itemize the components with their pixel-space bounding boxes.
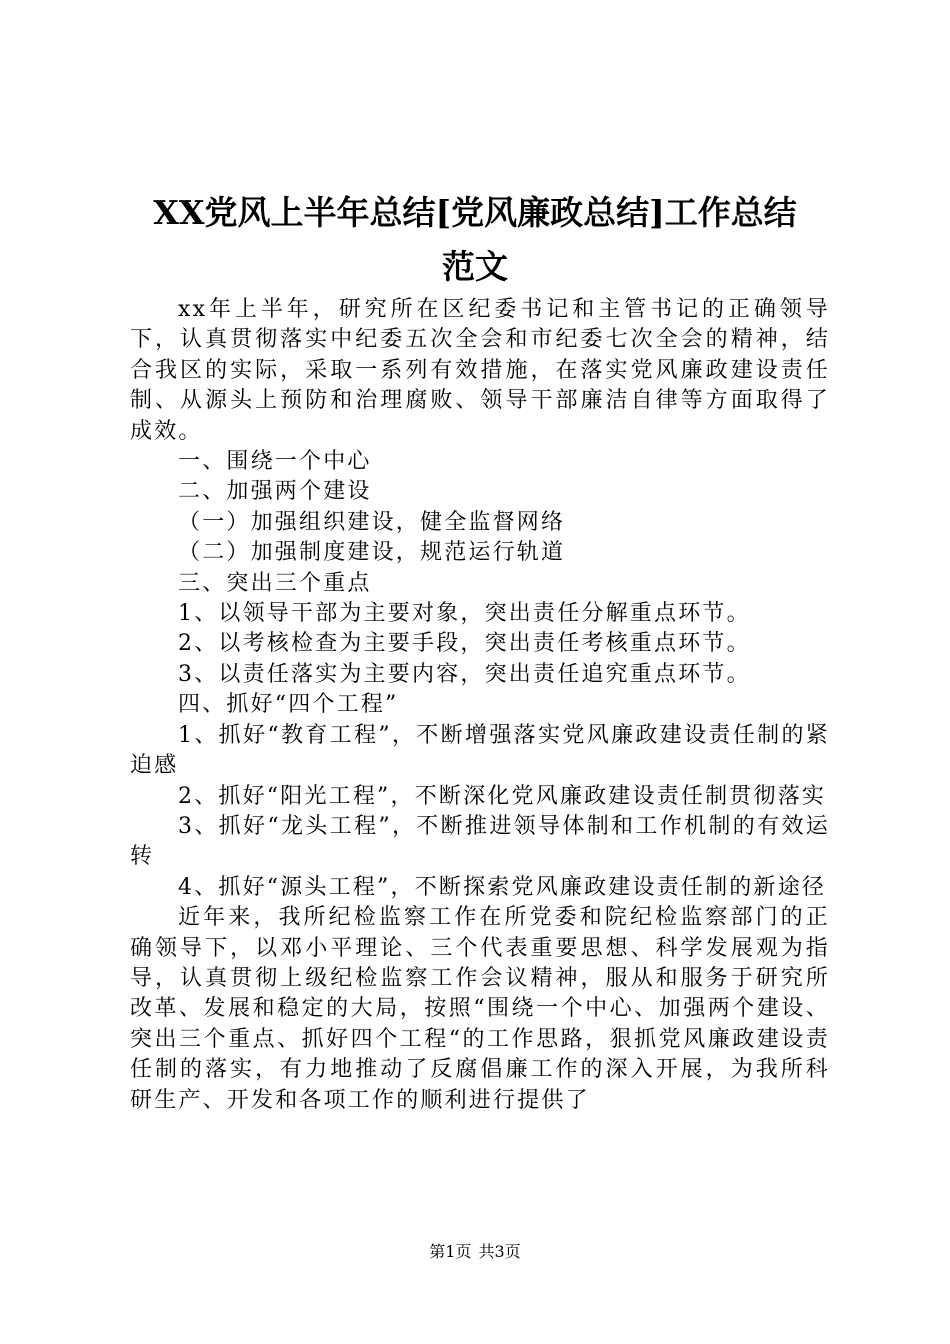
intro-paragraph: xx年上半年，研究所在区纪委书记和主管书记的正确领导下，认真贯彻落实中纪委五次全会和市纪委七次全会的精神，结合我区的实际，采取一系列有效措施，在落实党风廉政建设责任制、从源头上预防和治理腐败、领导干部廉洁自律等方面取得了成效。 bbox=[130, 297, 830, 444]
list-item: 1、以领导干部为主要对象，突出责任分解重点环节。 bbox=[178, 601, 751, 627]
list-item: 3、抓好“龙头工程”，不断推进领导体制和工作机制的有效运转 bbox=[130, 813, 830, 870]
document-title bbox=[130, 186, 820, 294]
list-item: 2、以考核检查为主要手段，突出责任考核重点环节。 bbox=[178, 631, 751, 657]
section-heading-1: 一、围绕一个中心 bbox=[178, 449, 372, 475]
subsection-2: （二）加强制度建设，规范运行轨道 bbox=[178, 540, 566, 566]
page-total: 共3页 bbox=[478, 1242, 521, 1261]
section-heading-4: 四、抓好“四个工程” bbox=[178, 692, 399, 718]
subsection-1: （一）加强组织建设，健全监督网络 bbox=[178, 509, 566, 535]
list-item: 3、以责任落实为主要内容，突出责任追究重点环节。 bbox=[178, 661, 751, 687]
list-item: 1、抓好“教育工程”，不断增强落实党风廉政建设责任制的紧迫感 bbox=[130, 722, 830, 779]
closing-paragraph: 近年来，我所纪检监察工作在所党委和院纪检监察部门的正确领导下，以邓小平理论、三个代表重要思想、科学发展观为指导，认真贯彻上级纪检监察工作会议精神，服从和服务于研究所改革、发展和稳定的大局，按照“围绕一个中心、加强两个建设、突出三个重点、抓好四个工程“的工作思路，狠抓党风廉政建设责任制的落实，有力地推动了反腐倡廉工作的深入开展，为我所科研生产、开发和各项工作的顺利进行提供了 bbox=[130, 905, 830, 1113]
page-number: 第1页 bbox=[429, 1242, 472, 1261]
list-item: 4、抓好“源头工程”，不断探索党风廉政建设责任制的新途径 bbox=[178, 874, 827, 900]
title-line-2: 范文 bbox=[442, 247, 508, 286]
section-heading-2: 二、加强两个建设 bbox=[178, 479, 372, 505]
document-body bbox=[130, 295, 830, 1116]
page-footer bbox=[0, 1240, 950, 1264]
list-item: 2、抓好“阳光工程”，不断深化党风廉政建设责任制贯彻落实 bbox=[178, 783, 827, 809]
section-heading-3: 三、突出三个重点 bbox=[178, 570, 372, 596]
title-line-1: XX党风上半年总结[党风廉政总结]工作总结 bbox=[153, 193, 797, 232]
